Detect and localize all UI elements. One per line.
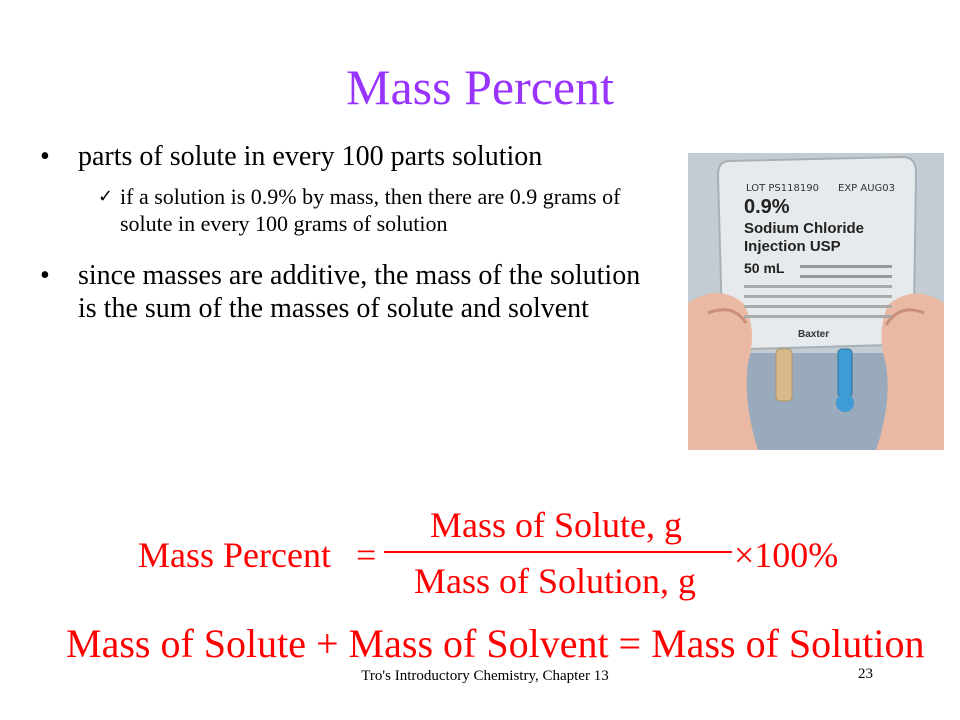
sub-bullet-text: if a solution is 0.9% by mass, then there are 0.9 grams of solute in every 100 grams of solution [120,184,621,236]
bullet-text: parts of solute in every 100 parts solution [78,141,543,172]
fraction-bar [384,551,732,553]
formula-lhs: Mass Percent [138,535,331,575]
bag-exp-label: EXP AUG03 [838,183,896,194]
mass-sum-formula: Mass of Solute + Mass of Solvent = Mass of Solution [66,621,925,666]
slide-footer: Tro's Introductory Chemistry, Chapter 13 [361,668,609,684]
sub-bullet-item [40,183,660,237]
bag-name-line2: Injection USP [744,238,841,255]
bag-lot-label: LOT PS118190 [746,183,819,194]
formula-numerator: Mass of Solute, g [430,505,682,545]
bullet-icon: • [40,141,50,172]
mass-percent-formula [138,500,839,610]
page-number: 23 [858,666,873,682]
formula-denominator: Mass of Solution, g [413,561,697,601]
slide-title: Mass Percent [346,59,614,115]
bag-name-line1: Sodium Chloride [744,220,864,237]
bullet-icon: • [40,260,50,291]
bullet-list [40,140,660,335]
bullet-item [40,140,660,173]
bullet-text: since masses are additive, the mass of the solution is the sum of the masses of solute and solvent [78,260,641,324]
bullet-item [40,259,660,325]
iv-bag-illustration [688,153,944,450]
checkmark-icon: ✓ [98,186,114,207]
formula-multiplier: ×100% [734,535,839,575]
bag-brand-label: Baxter [798,329,830,340]
formula-equals: = [356,535,377,575]
iv-bag-photo [688,153,944,450]
bag-volume-label: 50 mL [744,260,785,276]
bag-pct-label: 0.9% [744,196,790,218]
